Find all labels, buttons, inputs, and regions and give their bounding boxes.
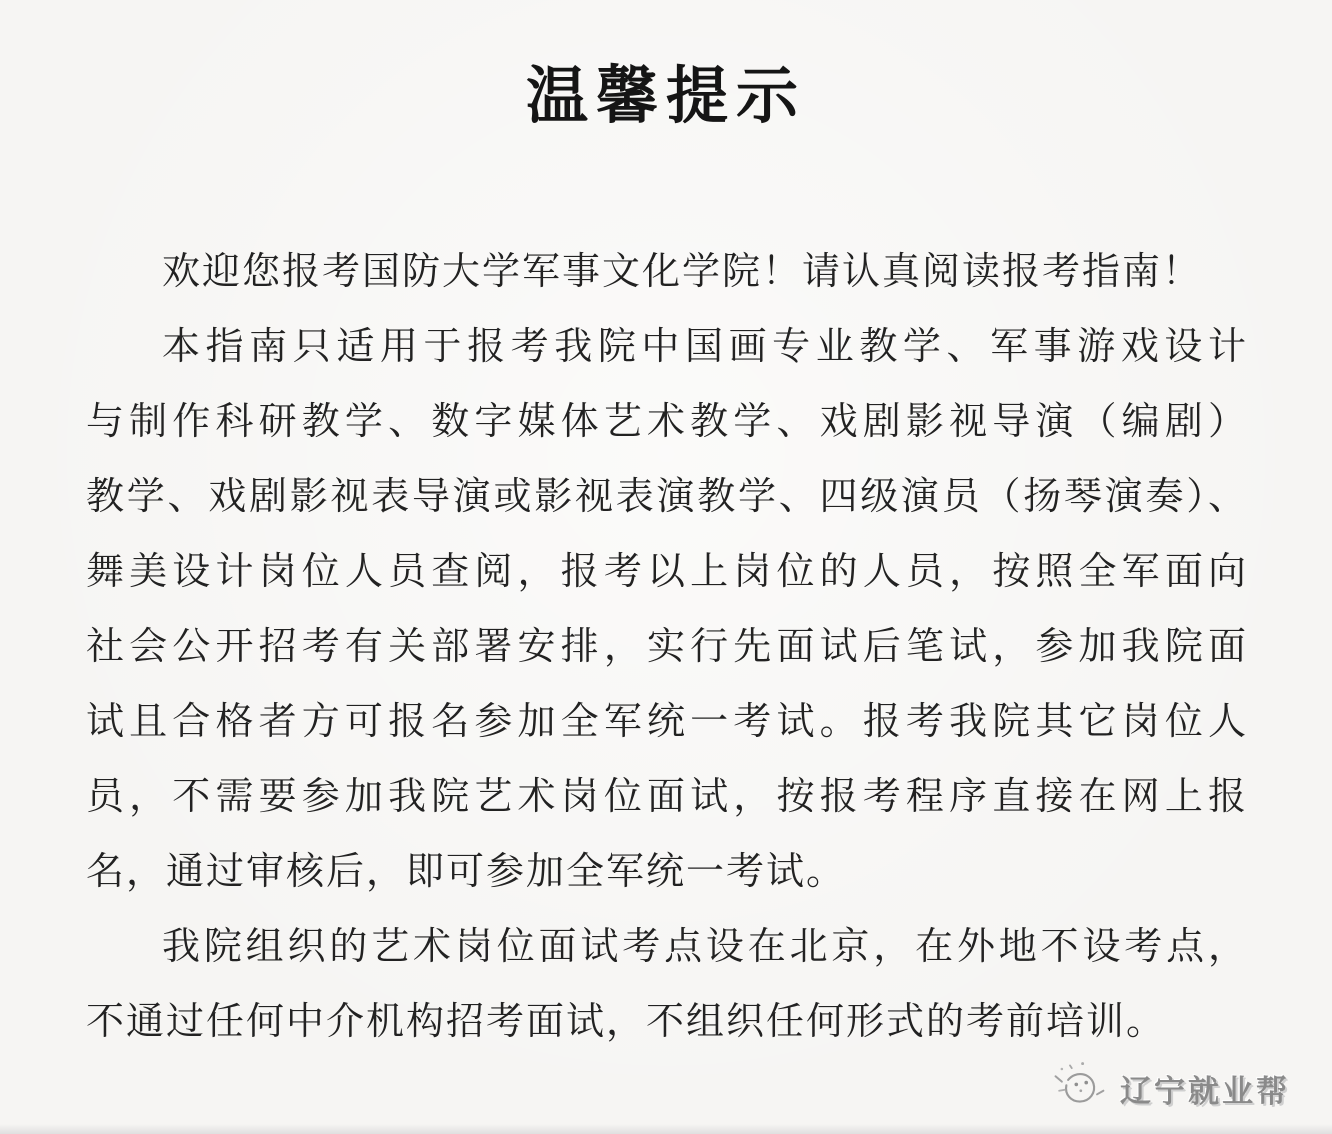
watermark (1050, 1060, 1290, 1116)
document-body (86, 234, 1246, 1059)
text-line: 本指南只适用于报考我院中国画专业教学、军事游戏设计 (162, 324, 1246, 368)
text-line: 员，不需要参加我院艺术岗位面试，按报考程序直接在网上报 (86, 774, 1246, 818)
text-line: 我院组织的艺术岗位面试考点设在北京，在外地不设考点， (162, 924, 1246, 968)
text-line: 名，通过审核后，即可参加全军统一考试。 (86, 849, 847, 893)
text-line: 与制作科研教学、数字媒体艺术教学、戏剧影视导演（编剧） (86, 399, 1246, 443)
text-line: 教学、戏剧影视表导演或影视表演教学、四级演员（扬琴演奏）、 (86, 474, 1246, 518)
page-title: 温馨提示 (525, 59, 806, 132)
text-line: 试且合格者方可报名参加全军统一考试。报考我院其它岗位人 (86, 699, 1246, 743)
doodle-face-icon (1050, 1060, 1108, 1116)
text-line: 社会公开招考有关部署安排，实行先面试后笔试，参加我院面 (86, 624, 1246, 668)
text-line: 舞美设计岗位人员查阅，报考以上岗位的人员，按照全军面向 (86, 549, 1246, 593)
text-line: 欢迎您报考国防大学军事文化学院！请认真阅读报考指南！ (162, 249, 1203, 293)
watermark-label: 辽宁就业帮 (1120, 1073, 1290, 1109)
page-bottom-edge (0, 1124, 1332, 1134)
text-line: 不通过任何中介机构招考面试，不组织任何形式的考前培训。 (86, 999, 1167, 1043)
